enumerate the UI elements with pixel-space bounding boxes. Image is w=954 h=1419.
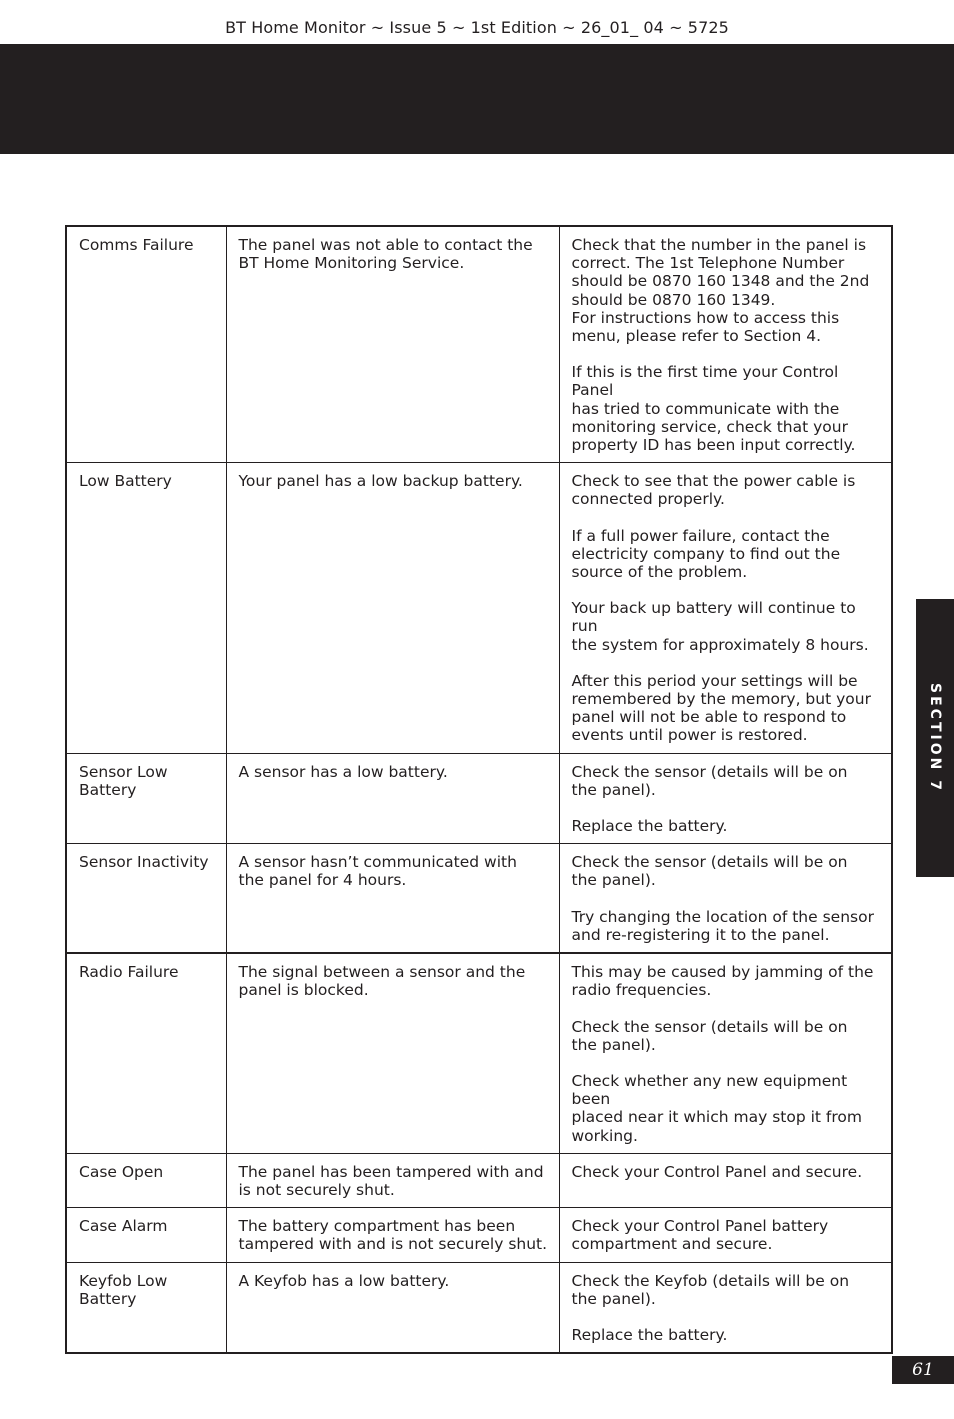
text-line: panel will not be able to respond to (571, 708, 847, 727)
text-line: monitoring service, check that your (571, 417, 848, 436)
text-line: Check the Keyfob (details will be on (571, 1271, 850, 1290)
table-row (66, 953, 892, 1153)
troubleshooting-table (65, 225, 893, 1354)
text-line: This may be caused by jamming of the (571, 963, 874, 982)
action-paragraph (572, 1072, 886, 1145)
text-line: remembered by the memory, but your (571, 690, 871, 709)
action-paragraph (572, 1272, 886, 1308)
table-row (66, 1208, 892, 1262)
text-line: should be 0870 160 1348 and the 2nd (571, 272, 870, 291)
text-line: connected properly. (571, 490, 725, 509)
header-band (0, 44, 954, 154)
text-line: tampered with and is not securely shut. (238, 1235, 548, 1254)
status-name-cell (66, 226, 226, 463)
text-line: placed near it which may stop it from (571, 1108, 862, 1127)
text-line: source of the problem. (571, 563, 748, 582)
text-line: The panel has been tampered with and (238, 1162, 544, 1181)
text-line: If this is the first time your Control Panel (571, 363, 839, 400)
text-line: A Keyfob has a low battery. (238, 1271, 450, 1290)
text-line: the panel). (571, 780, 656, 799)
action-paragraph (572, 908, 886, 944)
action-paragraph (572, 817, 886, 835)
text-line: Case Alarm (79, 1217, 168, 1236)
meaning-cell (226, 226, 559, 463)
text-line: Replace the battery. (571, 1325, 728, 1344)
action-paragraph (572, 1018, 886, 1054)
running-header: BT Home Monitor ~ Issue 5 ~ 1st Edition ~ 26_01_ 04 ~ 5725 (225, 18, 729, 37)
section-tab-label-wrap (916, 599, 954, 877)
meaning-cell (226, 463, 559, 753)
action-cell (559, 953, 892, 1153)
action-paragraph (572, 1217, 886, 1253)
text-line: Sensor Inactivity (79, 853, 209, 872)
text-line: Check the sensor (details will be on (571, 853, 848, 872)
status-name-cell (66, 1153, 226, 1207)
action-cell (559, 1208, 892, 1262)
action-paragraph (572, 763, 886, 799)
status-name-cell (66, 953, 226, 1153)
text-line: If a full power failure, contact the (571, 526, 830, 545)
table-row (66, 463, 892, 753)
action-paragraph (572, 1163, 886, 1181)
status-name-cell (66, 753, 226, 844)
text-line: Check your Control Panel battery (571, 1217, 829, 1236)
meaning-cell (226, 1262, 559, 1353)
action-cell (559, 463, 892, 753)
text-line: the panel). (571, 871, 656, 890)
table-row (66, 226, 892, 463)
text-line: working. (571, 1126, 638, 1145)
action-paragraph (572, 363, 886, 454)
text-line: Battery (79, 1289, 137, 1308)
action-paragraph (572, 236, 886, 345)
meaning-cell (226, 953, 559, 1153)
text-line: is not securely shut. (238, 1180, 395, 1199)
text-line: property ID has been input correctly. (571, 436, 856, 455)
text-line: menu, please refer to Section 4. (571, 327, 822, 346)
text-line: The signal between a sensor and the (238, 963, 526, 982)
action-cell (559, 753, 892, 844)
action-paragraph (572, 527, 886, 582)
action-cell (559, 226, 892, 463)
text-line: events until power is restored. (571, 726, 808, 745)
text-line: Try changing the location of the sensor (571, 907, 874, 926)
text-line: the panel). (571, 1035, 656, 1054)
text-line: has tried to communicate with the (571, 399, 840, 418)
text-line: and re-registering it to the panel. (571, 925, 830, 944)
action-paragraph (572, 1326, 886, 1344)
action-paragraph (572, 672, 886, 745)
status-name-cell (66, 1262, 226, 1353)
text-line: radio frequencies. (571, 981, 712, 1000)
text-line: Keyfob Low (79, 1271, 168, 1290)
text-line: should be 0870 160 1349. (571, 290, 776, 309)
text-line: Check whether any new equipment been (571, 1071, 848, 1109)
text-line: Check that the number in the panel is (571, 236, 867, 254)
action-cell (559, 1262, 892, 1353)
table-row (66, 753, 892, 844)
text-line: correct. The 1st Telephone Number (571, 254, 845, 273)
text-line: Sensor Low (79, 762, 168, 781)
text-line: A sensor has a low battery. (238, 762, 448, 781)
text-line: The panel was not able to contact the (238, 236, 533, 254)
status-name-cell (66, 463, 226, 753)
status-name-cell (66, 844, 226, 953)
text-line: Case Open (79, 1162, 164, 1181)
text-line: The battery compartment has been (238, 1217, 516, 1236)
text-line: For instructions how to access this (571, 308, 840, 327)
text-line: electricity company to find out the (571, 544, 841, 563)
text-line: Your back up battery will continue to run (571, 599, 856, 636)
table-row (66, 1262, 892, 1353)
text-line: Battery (79, 780, 137, 799)
meaning-cell (226, 753, 559, 844)
text-line: panel is blocked. (238, 981, 369, 1000)
text-line: Replace the battery. (571, 817, 728, 836)
text-line: the panel for 4 hours. (238, 871, 407, 890)
text-line: Check the sensor (details will be on (571, 762, 848, 781)
text-line: A sensor hasn’t communicated with (238, 853, 517, 872)
text-line: compartment and secure. (571, 1235, 773, 1254)
text-line: After this period your settings will be (571, 671, 858, 690)
table-row (66, 844, 892, 953)
text-line: Radio Failure (79, 963, 179, 982)
action-cell (559, 844, 892, 953)
meaning-cell (226, 1208, 559, 1262)
action-paragraph (572, 963, 886, 999)
meaning-cell (226, 844, 559, 953)
text-line: the panel). (571, 1289, 656, 1308)
action-paragraph (572, 472, 886, 508)
action-paragraph (572, 599, 886, 654)
text-line: Check the sensor (details will be on (571, 1017, 848, 1036)
page-number: 61 (892, 1356, 954, 1384)
text-line: the system for approximately 8 hours. (571, 635, 869, 654)
text-line: Low Battery (79, 472, 172, 491)
table-row (66, 1153, 892, 1207)
status-name-cell (66, 1208, 226, 1262)
text-line: BT Home Monitoring Service. (238, 254, 465, 273)
action-cell (559, 1153, 892, 1207)
text-line: Comms Failure (79, 236, 194, 254)
meaning-cell (226, 1153, 559, 1207)
text-line: Your panel has a low backup battery. (238, 472, 523, 491)
text-line: Check to see that the power cable is (571, 472, 856, 491)
section-tab-label: SECTION 7 (927, 683, 944, 793)
action-paragraph (572, 853, 886, 889)
text-line: Check your Control Panel and secure. (571, 1162, 863, 1181)
